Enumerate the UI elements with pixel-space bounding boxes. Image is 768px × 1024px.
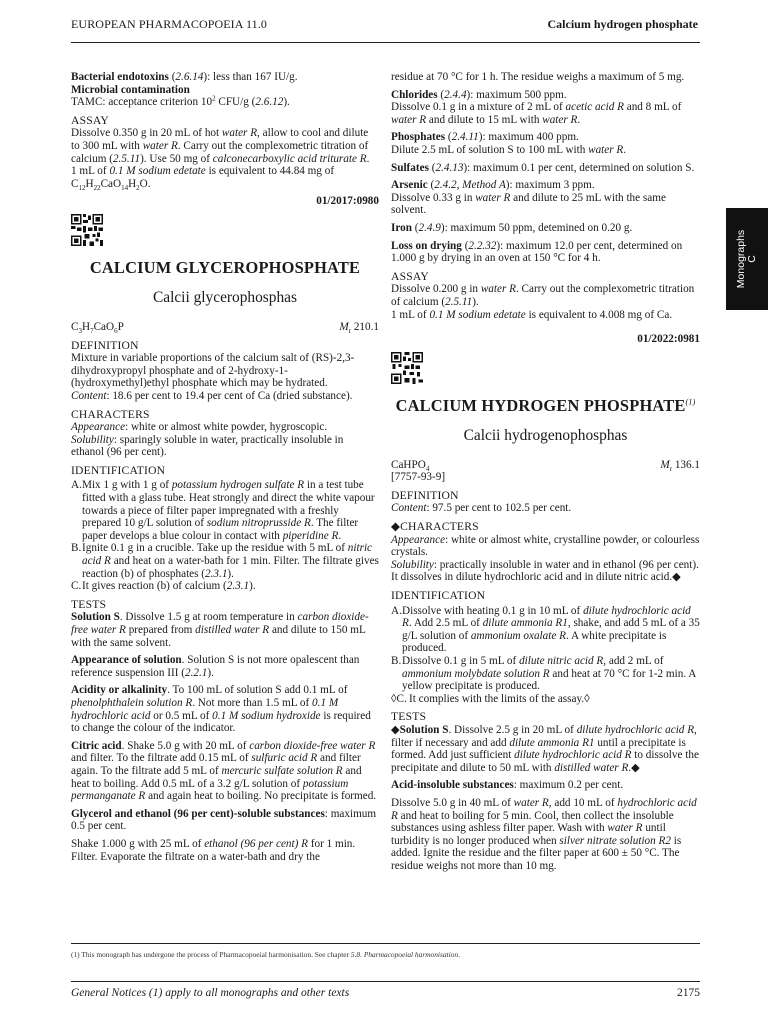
molecular-formula-row: [391, 459, 700, 472]
residue-text: residue at 70 °C for 1 h. The residue weighs a maximum of 5 mg.: [391, 71, 685, 83]
monograph-latin-name: Calcii glycerophosphas: [152, 288, 298, 306]
monograph-title: CALCIUM GLYCEROPHOSPHATE: [89, 257, 361, 277]
relative-molecular-mass: $M_r$ 210.1: [339, 320, 379, 336]
molecular-formula-row: [71, 321, 379, 334]
solution-s-test: Solution S. Dissolve 1.5 g at room temperature in carbon dioxide-free water R prepared from distilled water R and dilute to 150 mL with the same solvent.: [71, 611, 369, 649]
identification-item-c: ◊C. It complies with the limits of the assay.◊: [391, 692, 590, 705]
identification-item-b: B. Dissolve 0.1 g in 5 mL of dilute nitric acid R, add 2 mL of ammonium molybdate solution R and heat at 70 °C for 1-2 min. A yellow precipitate is produced.: [391, 655, 696, 693]
relative-molecular-mass: $M_r$ 136.1: [660, 458, 700, 473]
glycerol-ethanol-method: Shake 1.000 g with 25 mL of ethanol (96 per cent) R for 1 min. Filter. Evaporate the filtrate on a water-bath and dry the: [71, 837, 356, 863]
tests-heading: TESTS: [391, 710, 427, 724]
molecular-formula: $C_3H_7CaO_6P$: [71, 320, 124, 336]
page-number: 2175: [677, 987, 700, 999]
arsenic-method: Dissolve 0.33 g in water R and dilute to 25 mL with the same solvent.: [391, 191, 666, 217]
right-column: [391, 71, 700, 873]
monograph-title: CALCIUM HYDROGEN PHOSPHATE$^{(1)}$: [395, 395, 696, 415]
assay-heading: ASSAY: [71, 113, 109, 127]
footer-rule: [71, 981, 700, 982]
solubility-line: Solubility: sparingly soluble in water, practically insoluble in ethanol (96 per cent).: [71, 433, 344, 459]
monograph-latin-name: Calcii hydrogenophosphas: [463, 426, 628, 444]
assay-text: Dissolve 0.200 g in water R. Carry out the complexometric titration of calcium (2.5.11).: [391, 283, 695, 308]
harmonisation-footnote: (1) This monograph has undergone the process of Pharmacopoeial harmonisation. See chapter 5.8. Pharmacopoeial harmonisation.: [71, 950, 460, 959]
molecular-formula: CaHPO$_4$: [391, 458, 430, 473]
monograph-id: 01/2022:0981: [637, 333, 700, 346]
citric-acid-test: Citric acid. Shake 5.0 g with 20 mL of carbon dioxide-free water R and filter. To the filtrate add 0.15 mL of sulfuric acid R and filter again. To the filtrate add 5 mL of mercuric sulfate solution R and heat to boiling. Add 0.5 mL of a 3.2 g/L solution of potassium permanganate R and again heat to boiling. No precipitate is formed.: [71, 739, 377, 803]
arsenic-test: Arsenic (2.4.2, Method A): maximum 3 ppm.: [391, 179, 595, 192]
chlorides-method: Dissolve 0.1 g in a mixture of 2 mL of acetic acid R and 8 mL of water R and dilute to 15 mL with water R.: [391, 101, 682, 126]
cas-number: [7757-93-9]: [391, 471, 446, 484]
title-footnote-marker: (1): [685, 397, 696, 407]
identification-item-b: B. Ignite 0.1 g in a crucible. Take up the residue with 5 mL of nitric acid R and heat on a water-bath for 1 min. Filter. The filtrate gives reaction (b) of phosphates (2.3.1).: [71, 542, 379, 580]
sulfates-test: Sulfates (2.4.13): maximum 0.1 per cent, determined on solution S.: [391, 161, 695, 174]
microbial-heading: Microbial contamination: [71, 83, 190, 96]
monographs-side-tab: [726, 208, 768, 310]
definition-heading: DEFINITION: [391, 488, 459, 502]
phosphates-method: Dilute 2.5 mL of solution S to 100 mL with water R.: [391, 143, 627, 156]
footnote-rule: [71, 943, 700, 944]
bacterial-endotoxins: Bacterial endotoxins (2.6.14): less than 167 IU/g.: [71, 71, 298, 83]
appearance-line: Appearance: white or almost white, crystalline powder, or colourless crystals.: [391, 533, 700, 559]
header-rule: [71, 42, 700, 43]
left-column: [71, 71, 379, 863]
identification-item-a: A. Dissolve with heating 0.1 g in 10 mL of dilute hydrochloric acid R. Add 2.5 mL of dilute ammonia R1, shake, and add 5 mL of a 35 g/L solution of ammonium oxalate R. A white precipitate is produced.: [391, 604, 700, 655]
appearance-of-solution-test: Appearance of solution. Solution S is not more opalescent than reference suspension III (2.2.1).: [71, 654, 360, 679]
qr-code-icon[interactable]: [391, 352, 423, 384]
identification-heading: IDENTIFICATION: [71, 463, 166, 477]
tests-heading: TESTS: [71, 597, 107, 611]
running-header-right: Calcium hydrogen phosphate: [547, 17, 698, 31]
solution-s-test: ◆Solution S. Dissolve 2.5 g in 20 mL of dilute hydrochloric acid R, filter if necessary and add dilute ammonia R1 until a precipitate is formed. Add just sufficient dilute hydrochloric acid R to dissolve the precipitate and dilute to 50 mL with distilled water R.◆: [391, 723, 699, 774]
acidity-alkalinity-test: Acidity or alkalinity. To 100 mL of solution S add 0.1 mL of phenolphthalein solution R. Not more than 1.5 mL of 0.1 M hydrochloric acid or 0.5 mL of 0.1 M sodium hydroxide is required to change the colour of the indicator.: [71, 684, 371, 735]
qr-code-icon[interactable]: [71, 214, 103, 246]
characters-heading: ◆CHARACTERS: [391, 520, 479, 534]
monograph-id: 01/2017:0980: [316, 195, 379, 208]
content-line: Content: 97.5 per cent to 102.5 per cent.: [391, 502, 572, 515]
general-notices-footer: General Notices (1) apply to all monographs and other texts: [71, 987, 350, 999]
side-tab-label: Monographs: [735, 229, 747, 289]
assay-equivalence: 1 mL of 0.1 M sodium edetate is equivalent to 44.84 mg of $C_{12}H_{22}CaO_{14}H_2O$.: [71, 165, 335, 192]
acid-insoluble-method: Dissolve 5.0 g in 40 mL of water R, add 10 mL of hydrochloric acid R and heat to boiling for 5 min. Cool, then collect the insoluble substances using ashless filter paper. Wash with water R until turbidity is no longer produced when silver nitrate solution R2 is added. Ignite the residue and the filter paper at 600 ± 50 °C. The residue weighs not more than 10 mg.: [391, 796, 697, 872]
solubility-line: Solubility: practically insoluble in water and in ethanol (96 per cent). It dissolves in dilute hydrochloric acid and in dilute nitric acid.◆: [391, 558, 699, 584]
content-line: Content: 18.6 per cent to 19.4 per cent of Ca (dried substance).: [71, 389, 353, 402]
tamc-line: TAMC: acceptance criterion $10^2$ CFU/g (2.6.12).: [71, 94, 290, 109]
side-tab-letter: C: [746, 255, 758, 263]
assay-text: Dissolve 0.350 g in 20 mL of hot water R, allow to cool and dilute to 300 mL with water R. Carry out the complexometric titration of calcium (2.5.11). Use 50 mg of calconecarboxylic acid triturate R.: [71, 127, 370, 165]
characters-heading: CHARACTERS: [71, 407, 150, 421]
running-header-left: EUROPEAN PHARMACOPOEIA 11.0: [71, 17, 267, 31]
identification-heading: IDENTIFICATION: [391, 589, 486, 603]
iron-test: Iron (2.4.9): maximum 50 ppm, detemined on 0.20 g.: [391, 221, 633, 234]
glycerol-ethanol-test: Glycerol and ethanol (96 per cent)-soluble substances: maximum 0.5 per cent.: [71, 807, 377, 833]
identification-item-a: A. Mix 1 g with 1 g of potassium hydrogen sulfate R in a test tube fitted with a glass tube. Heat strongly and direct the white vapour towards a piece of filter paper impregnated with a freshly prepared 10 g/L solution of sodium nitroprusside R. The filter paper develops a blue colour in contact with piperidine R.: [71, 479, 375, 542]
loss-on-drying-test: Loss on drying (2.2.32): maximum 12.0 per cent, determined on 1.000 g by drying in an oven at 150 °C for 4 h.: [391, 239, 683, 265]
identification-item-c: C. It gives reaction (b) of calcium (2.3.1).: [71, 580, 256, 593]
phosphates-test: Phosphates (2.4.11): maximum 400 ppm.: [391, 131, 579, 144]
assay-equivalence: 1 mL of 0.1 M sodium edetate is equivalent to 4.008 mg of Ca.: [391, 308, 673, 321]
assay-heading: ASSAY: [391, 269, 429, 283]
acid-insoluble-test: Acid-insoluble substances: maximum 0.2 per cent.: [391, 779, 624, 792]
appearance-line: Appearance: white or almost white powder, hygroscopic.: [71, 421, 328, 434]
definition-heading: DEFINITION: [71, 338, 139, 352]
definition-text: Mixture in variable proportions of the calcium salt of (RS)-2,3-dihydroxypropyl phosphate and of 2-hydroxy-1-(hydroxymethyl)ethyl phosphate which may be hydrated.: [71, 352, 355, 390]
chlorides-test: Chlorides (2.4.4): maximum 500 ppm.: [391, 88, 567, 101]
